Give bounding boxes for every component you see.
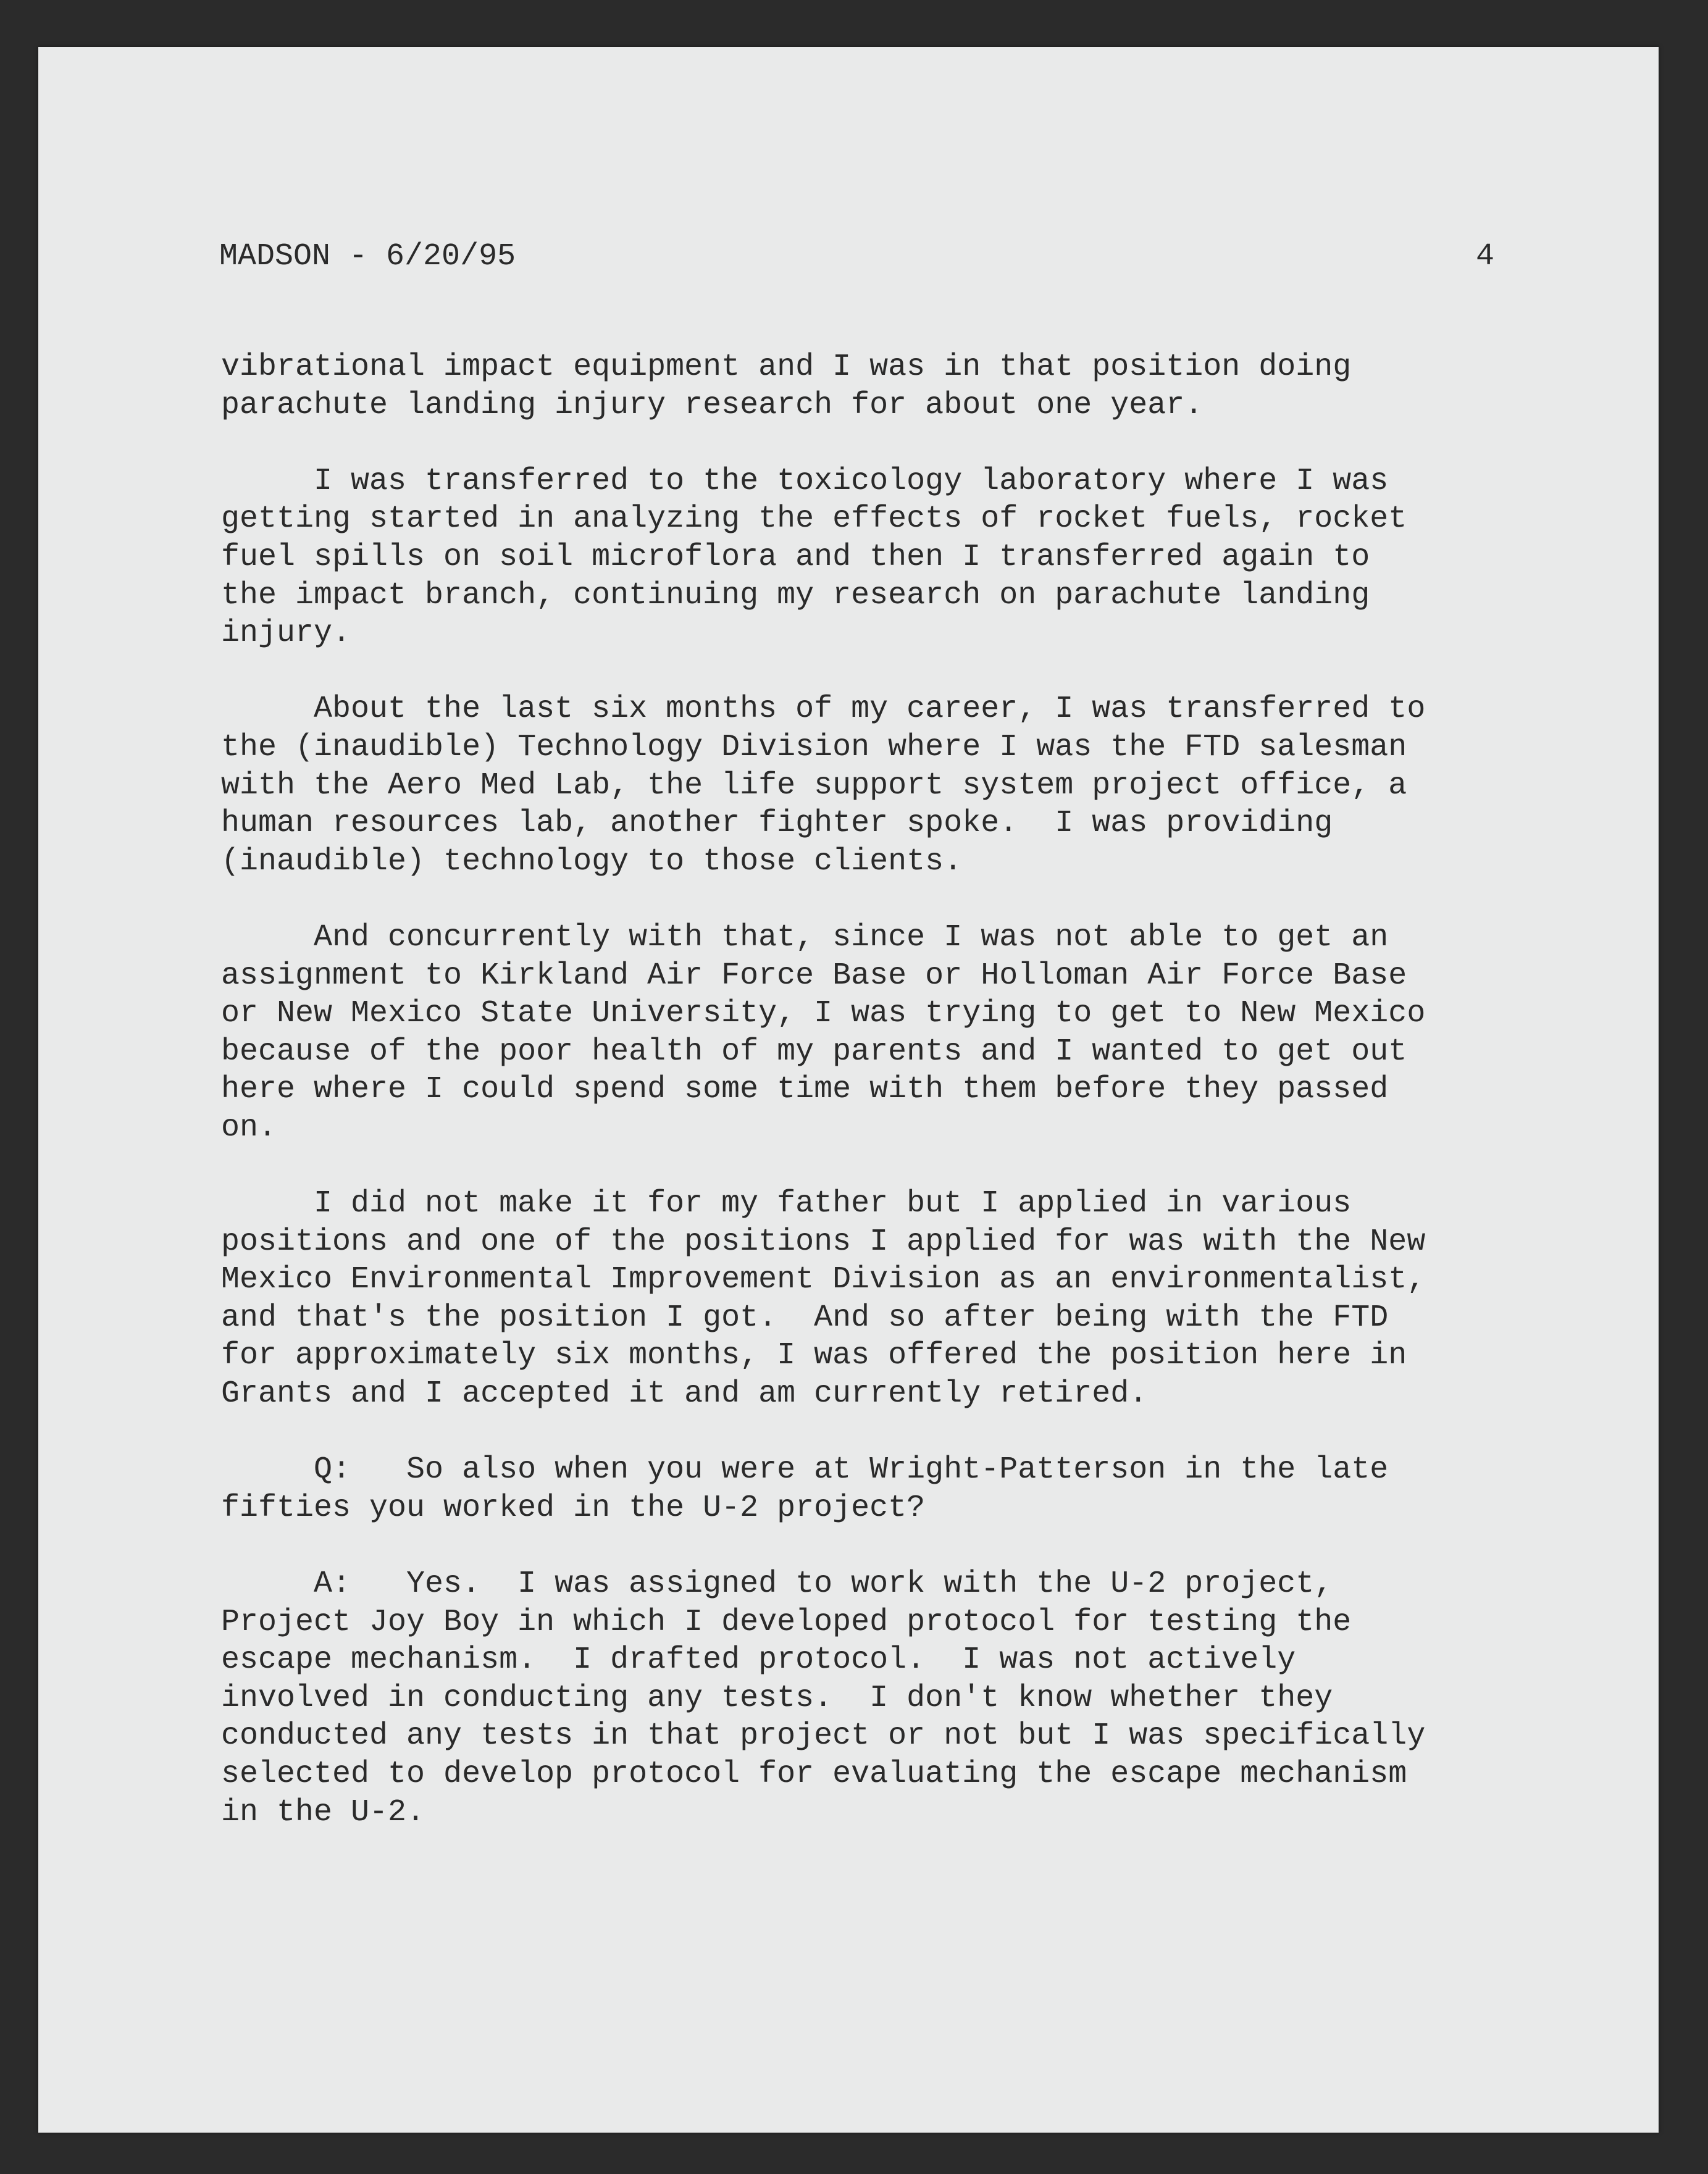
header-title: MADSON - 6/20/95	[219, 239, 516, 274]
transcript-body	[221, 348, 1493, 1831]
paragraph: I did not make it for my father but I applied in various positions and one of the positions I applied for was with the New Mexico Environmental Improvement Division as an environmentalist, and that's the position I got. And so after being with the FTD for approximately six months, I was offered the position here in Grants and I accepted it and am currently retired.	[221, 1186, 1426, 1412]
paragraph: vibrational impact equipment and I was in that position doing parachute landing injury research for about one year.	[221, 349, 1352, 423]
question-paragraph: Q: So also when you were at Wright-Patterson in the late fifties you worked in the U-2 project?	[221, 1452, 1389, 1526]
page-number: 4	[1475, 239, 1494, 274]
document-page	[38, 47, 1659, 2133]
paragraph: I was transferred to the toxicology laboratory where I was getting started in analyzing the effects of rocket fuels, rocket fuel spills on soil microflora and then I transferred again to the impact branch, continuing my research on parachute landing injury.	[221, 463, 1407, 651]
paragraph: About the last six months of my career, I was transferred to the (inaudible) Technology Division where I was the FTD salesman with the Aero Med Lab, the life support system project office, a human resources lab, another fighter spoke. I was providing (inaudible) technology to those clients.	[221, 692, 1426, 879]
answer-paragraph: A: Yes. I was assigned to work with the U-2 project, Project Joy Boy in which I developed protocol for testing the escape mechanism. I drafted protocol. I was not actively involved in conducting any tests. I don't know whether they conducted any tests in that project or not but I was specifically selected to develop protocol for evaluating the escape mechanism in the U-2.	[221, 1566, 1426, 1830]
page-header	[219, 238, 1494, 275]
paragraph: And concurrently with that, since I was not able to get an assignment to Kirkland Air Force Base or Holloman Air Force Base or New Mexico State University, I was trying to get to New Mexico because of the poor health of my parents and I wanted to get out here where I could spend some time with them before they passed on.	[221, 919, 1426, 1145]
